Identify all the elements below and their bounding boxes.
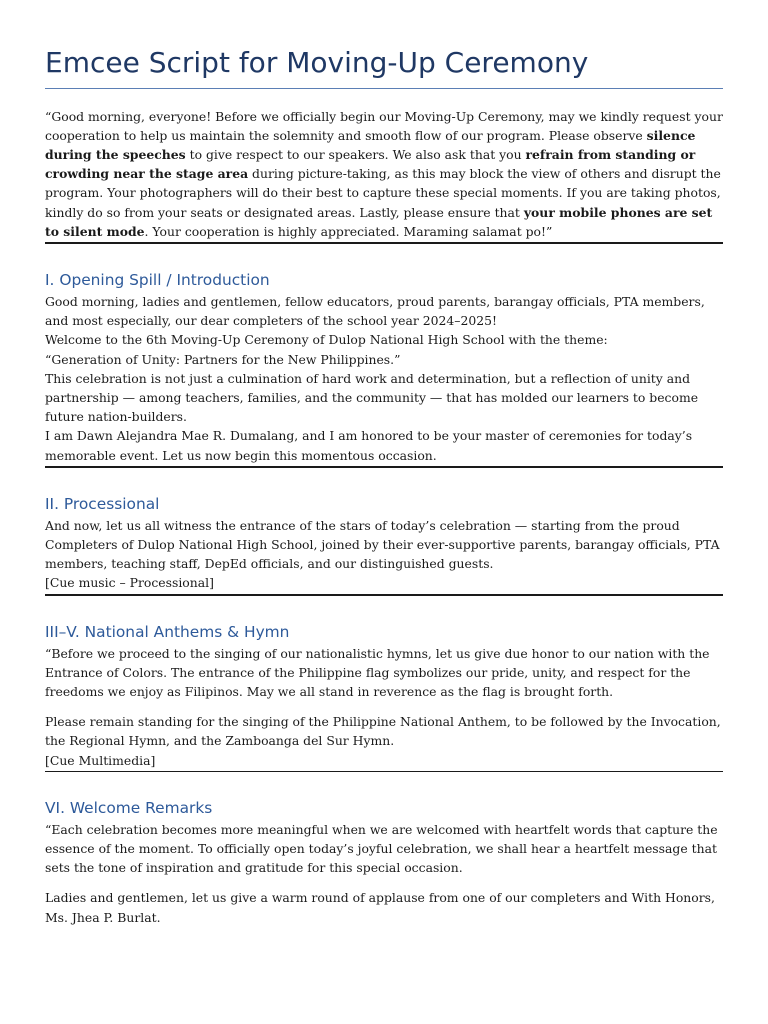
section-divider [45,594,723,596]
opening-line-4: This celebration is not just a culmination of hard work and determination, but a reflection of unity and partnership — among teachers, families, and the community — that has molded our learners to become future nation-builders. [45,370,699,425]
welcome-paragraph-2: Ladies and gentlemen, let us give a warm round of applause from one of our completers and With Honors, Ms. Jhea P. Burlat. [45,890,715,925]
section-heading-processional: II. Processional [45,494,160,513]
opening-line-2: Welcome to the 6th Moving-Up Ceremony of Dulop National High School with the theme: [45,332,608,348]
opening-line-5: I am Dawn Alejandra Mae R. Dumalang, and I am honored to be your master of ceremonies for today’s memorable event. Let us now begin this momentous occasion. [45,428,693,463]
section-divider [45,771,723,772]
processional-line-1: And now, let us all witness the entrance of the stars of today’s celebration — starting from the proud Completers of Dulop National High School, joined by their ever-supportive parents, barangay officials, PTA members, teaching staff, DepEd officials, and our distinguished guests. [45,517,720,572]
intro-paragraph [45,107,723,241]
opening-line-3: “Generation of Unity: Partners for the New Philippines.” [45,351,401,367]
welcome-paragraph-1: “Each celebration becomes more meaningful when we are welcomed with heartfelt words that capture the essence of the moment. To officially open today’s joyful celebration, we shall hear a heartfelt message that sets the tone of inspiration and gratitude for this special occasion. [45,821,718,876]
section-divider [45,466,723,468]
anthems-cue: [Cue Multimedia] [45,752,156,768]
intro-bold-2: refrain from standing or crowding near the stage area [45,147,696,182]
section-heading-anthems: III–V. National Anthems & Hymn [45,622,290,641]
opening-line-1: Good morning, ladies and gentlemen, fellow educators, proud parents, barangay officials, PTA members, and most especially, our dear completers of the school year 2024–2025! [45,294,705,329]
processional-cue: [Cue music – Processional] [45,575,214,591]
anthems-paragraph-2: Please remain standing for the singing of the Philippine National Anthem, to be followed by the Invocation, the Regional Hymn, and the Zamboanga del Sur Hymn. [45,714,721,749]
intro-bold-1: silence during the speeches [45,127,696,162]
intro-text-4: . Your cooperation is highly appreciated. Maraming salamat po!” [144,223,553,239]
intro-bold-3: your mobile phones are set to silent mode [45,204,713,239]
section-heading-opening: I. Opening Spill / Introduction [45,271,270,290]
intro-text-2: to give respect to our speakers. We also ask that you [185,147,526,162]
document-title: Emcee Script for Moving-Up Ceremony [45,46,723,89]
intro-text-3: during picture-taking, as this may block the view of others and disrupt the program. Your photographers will do their best to capture these special moments. If you are taking photos, kindly do so from your seats or designated areas. Lastly, please ensure that [45,166,721,220]
section-divider [45,242,723,244]
anthems-paragraph-1: “Before we proceed to the singing of our nationalistic hymns, let us give due honor to our nation with the Entrance of Colors. The entrance of the Philippine flag symbolizes our pride, unity, and respect for the freedoms we enjoy as Filipinos. May we all stand in reverence as the flag is brought forth. [45,645,710,700]
intro-text-1: “Good morning, everyone! Before we officially begin our Moving-Up Ceremony, may we kindly request your cooperation to help us maintain the solemnity and smooth flow of our program. Please observe [45,108,723,143]
section-heading-welcome: VI. Welcome Remarks [45,798,213,817]
